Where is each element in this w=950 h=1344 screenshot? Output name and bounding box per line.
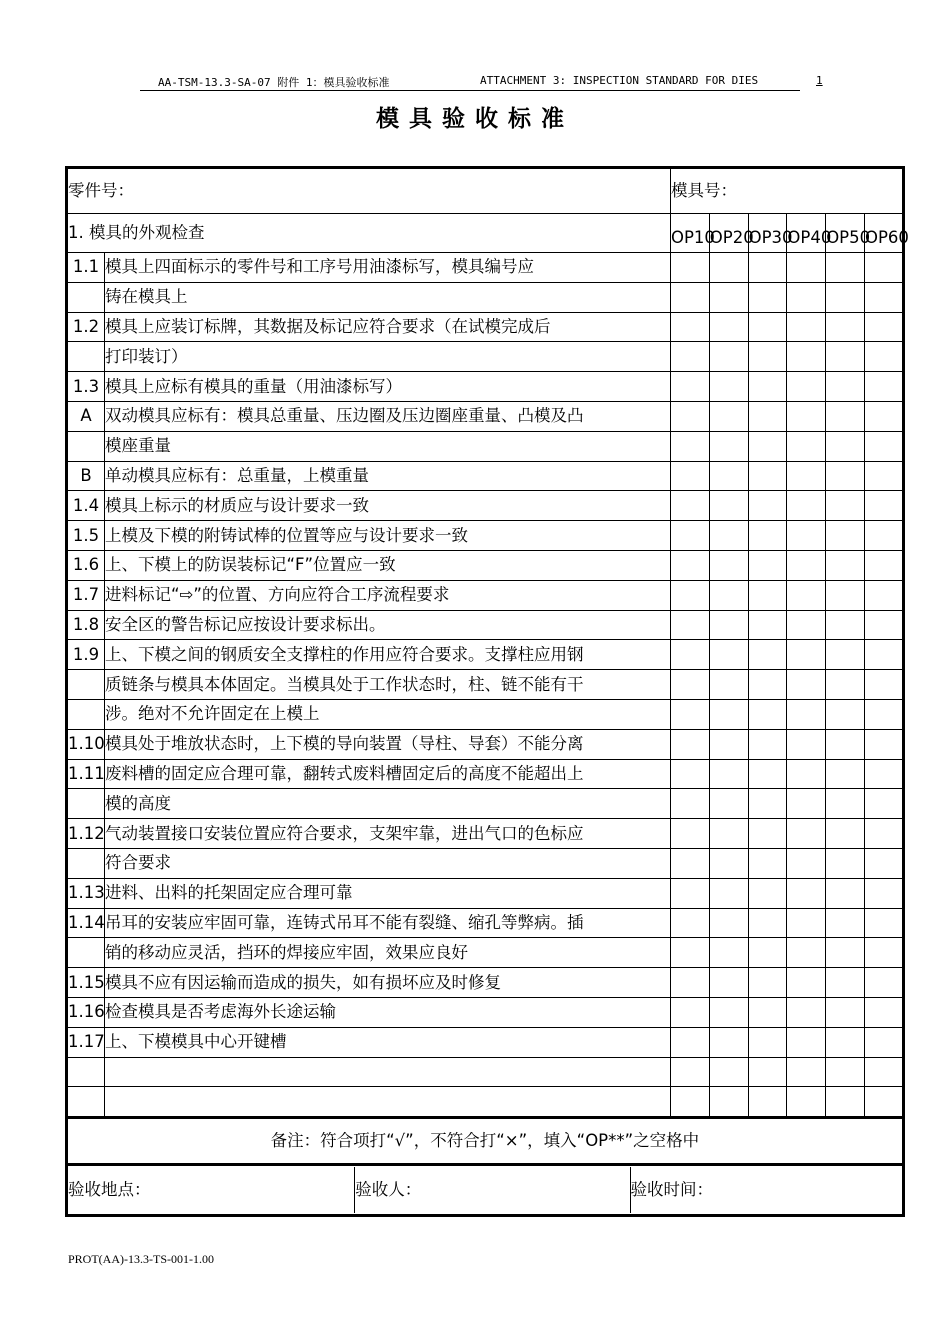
check-cell[interactable]: [748, 1057, 787, 1087]
item-text: 模具上四面标示的零件号和工序号用油漆标写，模具编号应: [105, 253, 671, 283]
check-cell[interactable]: [671, 521, 710, 551]
check-cell[interactable]: [671, 1027, 710, 1057]
check-cell[interactable]: [709, 878, 748, 908]
check-cell[interactable]: [709, 819, 748, 849]
item-number: 1.5: [67, 521, 105, 551]
check-cell[interactable]: [709, 759, 748, 789]
item-number: A: [67, 401, 105, 431]
check-cell[interactable]: [709, 908, 748, 938]
check-cell[interactable]: [787, 997, 826, 1027]
op-column-header: OP30: [748, 214, 787, 253]
check-cell[interactable]: [748, 431, 787, 461]
table-row: [67, 431, 904, 461]
check-cell[interactable]: [748, 401, 787, 431]
item-number: 1.11: [67, 759, 105, 789]
check-cell[interactable]: [709, 670, 748, 700]
item-text: 模具处于堆放状态时，上下模的导向装置（导柱、导套）不能分离: [105, 729, 671, 759]
table-row: [67, 640, 904, 670]
check-cell[interactable]: [671, 431, 710, 461]
check-cell[interactable]: [787, 550, 826, 580]
header-doc-id: AA-TSM-13.3-SA-07 附件 1：模具验收标准: [158, 76, 390, 89]
check-cell[interactable]: [671, 997, 710, 1027]
table-row: [67, 253, 904, 283]
check-cell[interactable]: [826, 610, 865, 640]
item-number: 1.15: [67, 968, 105, 998]
check-cell[interactable]: [709, 938, 748, 968]
item-number: 1.7: [67, 580, 105, 610]
item-text: 废料槽的固定应合理可靠，翻转式废料槽固定后的高度不能超出上: [105, 759, 671, 789]
item-text: 模具上应标有模具的重量（用油漆标写）: [105, 372, 671, 402]
item-number: [67, 342, 105, 372]
section-header-row: [67, 214, 904, 253]
check-cell[interactable]: [748, 521, 787, 551]
check-cell[interactable]: [787, 670, 826, 700]
check-cell[interactable]: [864, 789, 903, 819]
item-text: 上、下模模具中心开键槽: [105, 1027, 671, 1057]
check-cell[interactable]: [709, 372, 748, 402]
check-cell[interactable]: [709, 640, 748, 670]
check-cell[interactable]: [748, 640, 787, 670]
check-cell[interactable]: [787, 938, 826, 968]
item-number: [67, 431, 105, 461]
check-cell[interactable]: [864, 550, 903, 580]
table-row: [67, 282, 904, 312]
check-cell[interactable]: [671, 461, 710, 491]
op-column-header: OP10: [671, 214, 710, 253]
check-cell[interactable]: [787, 401, 826, 431]
note-text: 备注：符合项打“√”，不符合打“×”，填入“OP**”之空格中: [67, 1118, 904, 1165]
check-cell[interactable]: [826, 461, 865, 491]
check-cell[interactable]: [826, 968, 865, 998]
check-cell[interactable]: [864, 729, 903, 759]
section-title: 1. 模具的外观检查: [67, 214, 671, 253]
item-text: 安全区的警告标记应按设计要求标出。: [105, 610, 671, 640]
check-cell[interactable]: [864, 1027, 903, 1057]
item-number: 1.6: [67, 550, 105, 580]
check-cell[interactable]: [671, 253, 710, 283]
item-text: 进料标记“⇨”的位置、方向应符合工序流程要求: [105, 580, 671, 610]
check-cell[interactable]: [748, 819, 787, 849]
page-number: 1: [816, 74, 823, 87]
item-number: 1.10: [67, 729, 105, 759]
check-cell[interactable]: [787, 372, 826, 402]
item-number: [67, 670, 105, 700]
check-cell[interactable]: [826, 253, 865, 283]
op-column-header: OP20: [709, 214, 748, 253]
check-cell[interactable]: [864, 342, 903, 372]
check-cell[interactable]: [864, 997, 903, 1027]
check-cell[interactable]: [864, 253, 903, 283]
check-cell[interactable]: [864, 580, 903, 610]
check-cell[interactable]: [671, 729, 710, 759]
check-cell[interactable]: [709, 789, 748, 819]
check-cell[interactable]: [709, 461, 748, 491]
item-text: 模的高度: [105, 789, 671, 819]
check-cell[interactable]: [787, 282, 826, 312]
inspector-field[interactable]: [355, 1167, 630, 1213]
check-cell[interactable]: [709, 699, 748, 729]
check-cell[interactable]: [787, 729, 826, 759]
acceptance-place-field-label: 验收地点：: [68, 1180, 151, 1200]
page-title: 模具验收标准: [376, 106, 574, 132]
signature-row: [67, 1165, 904, 1216]
check-cell[interactable]: [787, 819, 826, 849]
check-cell[interactable]: [864, 491, 903, 521]
check-cell[interactable]: [864, 968, 903, 998]
item-number: [67, 1087, 105, 1118]
check-cell[interactable]: [709, 580, 748, 610]
table-row: [67, 908, 904, 938]
check-cell[interactable]: [787, 521, 826, 551]
table-row: [67, 938, 904, 968]
check-cell[interactable]: [826, 401, 865, 431]
check-cell[interactable]: [826, 431, 865, 461]
check-cell[interactable]: [709, 610, 748, 640]
check-cell[interactable]: [748, 699, 787, 729]
check-cell[interactable]: [826, 580, 865, 610]
check-cell[interactable]: [826, 521, 865, 551]
note-row: [67, 1118, 904, 1165]
item-number: 1.1: [67, 253, 105, 283]
check-cell[interactable]: [826, 640, 865, 670]
check-cell[interactable]: [709, 848, 748, 878]
op-column-header: OP50: [826, 214, 865, 253]
check-cell[interactable]: [787, 342, 826, 372]
check-cell[interactable]: [787, 491, 826, 521]
check-cell[interactable]: [709, 997, 748, 1027]
check-cell[interactable]: [748, 759, 787, 789]
check-cell[interactable]: [826, 372, 865, 402]
check-cell[interactable]: [787, 878, 826, 908]
part-die-row: [67, 168, 904, 214]
item-number: [67, 1057, 105, 1087]
check-cell[interactable]: [864, 312, 903, 342]
check-cell[interactable]: [864, 848, 903, 878]
check-cell[interactable]: [826, 282, 865, 312]
check-cell[interactable]: [671, 819, 710, 849]
item-number: [67, 282, 105, 312]
check-cell[interactable]: [748, 342, 787, 372]
inspection-table: [65, 166, 909, 1217]
acceptance-time-field-label: 验收时间：: [630, 1180, 714, 1200]
check-cell[interactable]: [864, 699, 903, 729]
op-column-header: OP60: [864, 214, 903, 253]
check-cell[interactable]: [748, 1087, 787, 1118]
item-number: 1.16: [67, 997, 105, 1027]
item-number: 1.2: [67, 312, 105, 342]
table-row: [67, 848, 904, 878]
check-cell[interactable]: [787, 1027, 826, 1057]
item-text: 上、下模上的防误装标记“F”位置应一致: [105, 550, 671, 580]
item-text: 符合要求: [105, 848, 671, 878]
check-cell[interactable]: [787, 610, 826, 640]
check-cell[interactable]: [748, 848, 787, 878]
check-cell[interactable]: [709, 550, 748, 580]
check-cell[interactable]: [826, 1087, 865, 1118]
table-row: [67, 878, 904, 908]
check-cell[interactable]: [864, 908, 903, 938]
check-cell[interactable]: [709, 282, 748, 312]
table-row: [67, 997, 904, 1027]
check-cell[interactable]: [787, 1057, 826, 1087]
check-cell[interactable]: [671, 640, 710, 670]
check-cell[interactable]: [748, 729, 787, 759]
part-number-field[interactable]: [67, 168, 671, 214]
table-row: [67, 699, 904, 729]
check-cell[interactable]: [826, 670, 865, 700]
item-number: [67, 938, 105, 968]
item-number: 1.9: [67, 640, 105, 670]
item-text: 模座重量: [105, 431, 671, 461]
inspector-field-label: 验收人：: [355, 1180, 422, 1200]
check-cell[interactable]: [864, 282, 903, 312]
check-cell[interactable]: [748, 997, 787, 1027]
check-cell[interactable]: [671, 282, 710, 312]
check-cell[interactable]: [787, 640, 826, 670]
check-cell[interactable]: [787, 968, 826, 998]
item-text: 吊耳的安装应牢固可靠，连铸式吊耳不能有裂缝、缩孔等弊病。插: [105, 908, 671, 938]
check-cell[interactable]: [864, 759, 903, 789]
item-text: 上模及下模的附铸试棒的位置等应与设计要求一致: [105, 521, 671, 551]
item-number: 1.12: [67, 819, 105, 849]
check-cell[interactable]: [826, 729, 865, 759]
check-cell[interactable]: [709, 342, 748, 372]
check-cell[interactable]: [671, 1087, 710, 1118]
check-cell[interactable]: [826, 908, 865, 938]
check-cell[interactable]: [709, 1057, 748, 1087]
item-number: 1.3: [67, 372, 105, 402]
item-text: 检查模具是否考虑海外长途运输: [105, 997, 671, 1027]
acceptance-time-field[interactable]: [630, 1167, 902, 1213]
table-row: [67, 491, 904, 521]
item-text: 销的移动应灵活，挡环的焊接应牢固，效果应良好: [105, 938, 671, 968]
check-cell[interactable]: [787, 461, 826, 491]
check-cell[interactable]: [748, 282, 787, 312]
check-cell[interactable]: [671, 550, 710, 580]
check-cell[interactable]: [748, 1027, 787, 1057]
table-row: [67, 372, 904, 402]
check-cell[interactable]: [671, 491, 710, 521]
check-cell[interactable]: [826, 1057, 865, 1087]
item-text: 铸在模具上: [105, 282, 671, 312]
check-cell[interactable]: [826, 491, 865, 521]
item-number: 1.14: [67, 908, 105, 938]
check-cell[interactable]: [748, 610, 787, 640]
check-cell[interactable]: [709, 968, 748, 998]
check-cell[interactable]: [826, 997, 865, 1027]
check-cell[interactable]: [671, 848, 710, 878]
check-cell[interactable]: [787, 580, 826, 610]
check-cell[interactable]: [671, 670, 710, 700]
item-text: [105, 1087, 671, 1118]
item-text: 上、下模之间的钢质安全支撑柱的作用应符合要求。支撑柱应用钢: [105, 640, 671, 670]
check-cell[interactable]: [826, 819, 865, 849]
check-cell[interactable]: [864, 610, 903, 640]
item-text: 单动模具应标有：总重量，上模重量: [105, 461, 671, 491]
check-cell[interactable]: [709, 521, 748, 551]
check-cell[interactable]: [748, 580, 787, 610]
part-number-label: 零件号：: [68, 181, 134, 200]
table-row: [67, 759, 904, 789]
check-cell[interactable]: [787, 312, 826, 342]
check-cell[interactable]: [864, 461, 903, 491]
table-row: [67, 401, 904, 431]
item-text: [105, 1057, 671, 1087]
check-cell[interactable]: [826, 342, 865, 372]
item-text: 打印装订）: [105, 342, 671, 372]
item-number: 1.17: [67, 1027, 105, 1057]
item-number: 1.4: [67, 491, 105, 521]
check-cell[interactable]: [826, 789, 865, 819]
check-cell[interactable]: [826, 759, 865, 789]
check-cell[interactable]: [748, 670, 787, 700]
item-number: [67, 848, 105, 878]
check-cell[interactable]: [826, 1027, 865, 1057]
check-cell[interactable]: [709, 491, 748, 521]
check-cell[interactable]: [671, 878, 710, 908]
table-row: [67, 789, 904, 819]
check-cell[interactable]: [671, 938, 710, 968]
table-row: [67, 580, 904, 610]
check-cell[interactable]: [864, 431, 903, 461]
item-text: 模具不应有因运输而造成的损失，如有损坏应及时修复: [105, 968, 671, 998]
header-english-title: ATTACHMENT 3: INSPECTION STANDARD FOR DIES: [480, 74, 759, 87]
table-row: [67, 461, 904, 491]
check-cell[interactable]: [787, 699, 826, 729]
check-cell[interactable]: [864, 938, 903, 968]
item-text: 涉。绝对不允许固定在上模上: [105, 699, 671, 729]
check-cell[interactable]: [671, 610, 710, 640]
check-cell[interactable]: [671, 580, 710, 610]
table-row: [67, 968, 904, 998]
table-row: [67, 550, 904, 580]
item-text: 质链条与模具本体固定。当模具处于工作状态时，柱、链不能有干: [105, 670, 671, 700]
signature-cell: [67, 1165, 904, 1216]
check-cell[interactable]: [864, 1057, 903, 1087]
check-cell[interactable]: [864, 640, 903, 670]
item-number: 1.8: [67, 610, 105, 640]
check-cell[interactable]: [787, 908, 826, 938]
check-cell[interactable]: [864, 670, 903, 700]
check-cell[interactable]: [826, 312, 865, 342]
check-cell[interactable]: [748, 372, 787, 402]
check-cell[interactable]: [826, 550, 865, 580]
check-cell[interactable]: [671, 699, 710, 729]
check-cell[interactable]: [709, 253, 748, 283]
footer-doc-code: PROT(AA)-13.3-TS-001-1.00: [68, 1252, 214, 1266]
check-cell[interactable]: [709, 312, 748, 342]
check-cell[interactable]: [826, 938, 865, 968]
check-cell[interactable]: [709, 401, 748, 431]
acceptance-place-field[interactable]: [68, 1167, 355, 1213]
table-row: [67, 819, 904, 849]
check-cell[interactable]: [864, 819, 903, 849]
die-number-label: 模具号：: [671, 181, 737, 200]
check-cell[interactable]: [748, 312, 787, 342]
check-cell[interactable]: [748, 550, 787, 580]
check-cell[interactable]: [748, 878, 787, 908]
check-cell[interactable]: [787, 431, 826, 461]
item-number: B: [67, 461, 105, 491]
check-cell[interactable]: [826, 848, 865, 878]
check-cell[interactable]: [787, 759, 826, 789]
check-cell[interactable]: [709, 1027, 748, 1057]
check-cell[interactable]: [787, 789, 826, 819]
table-row: [67, 521, 904, 551]
check-cell[interactable]: [671, 789, 710, 819]
check-cell[interactable]: [748, 253, 787, 283]
check-cell[interactable]: [671, 1057, 710, 1087]
check-cell[interactable]: [671, 759, 710, 789]
check-cell[interactable]: [787, 253, 826, 283]
check-cell[interactable]: [748, 908, 787, 938]
check-cell[interactable]: [864, 401, 903, 431]
op-column-header: OP40: [787, 214, 826, 253]
table-row: [67, 670, 904, 700]
check-cell[interactable]: [671, 342, 710, 372]
check-cell[interactable]: [671, 968, 710, 998]
item-text: 进料、出料的托架固定应合理可靠: [105, 878, 671, 908]
check-cell[interactable]: [709, 1087, 748, 1118]
check-cell[interactable]: [748, 491, 787, 521]
die-number-field[interactable]: [671, 168, 904, 214]
item-text: 模具上应装订标牌，其数据及标记应符合要求（在试模完成后: [105, 312, 671, 342]
table-row: [67, 342, 904, 372]
check-cell[interactable]: [748, 789, 787, 819]
check-cell[interactable]: [864, 1087, 903, 1118]
table-row: [67, 312, 904, 342]
check-cell[interactable]: [748, 461, 787, 491]
table-row: [67, 729, 904, 759]
check-cell[interactable]: [787, 1087, 826, 1118]
check-cell[interactable]: [826, 699, 865, 729]
item-number: [67, 699, 105, 729]
table-row: [67, 1057, 904, 1087]
table-row: [67, 610, 904, 640]
check-cell[interactable]: [671, 372, 710, 402]
check-cell[interactable]: [864, 372, 903, 402]
check-cell[interactable]: [671, 908, 710, 938]
check-cell[interactable]: [787, 848, 826, 878]
item-number: [67, 789, 105, 819]
check-cell[interactable]: [709, 729, 748, 759]
check-cell[interactable]: [671, 312, 710, 342]
check-cell[interactable]: [864, 878, 903, 908]
check-cell[interactable]: [709, 431, 748, 461]
check-cell[interactable]: [826, 878, 865, 908]
document-header: [140, 72, 800, 91]
item-text: 模具上标示的材质应与设计要求一致: [105, 491, 671, 521]
item-text: 气动装置接口安装位置应符合要求，支架牢靠，进出气口的色标应: [105, 819, 671, 849]
table-row: [67, 1027, 904, 1057]
item-text: 双动模具应标有：模具总重量、压边圈及压边圈座重量、凸模及凸: [105, 401, 671, 431]
check-cell[interactable]: [748, 938, 787, 968]
table-row: [67, 1087, 904, 1118]
check-cell[interactable]: [864, 521, 903, 551]
check-cell[interactable]: [748, 968, 787, 998]
check-cell[interactable]: [671, 401, 710, 431]
item-number: 1.13: [67, 878, 105, 908]
